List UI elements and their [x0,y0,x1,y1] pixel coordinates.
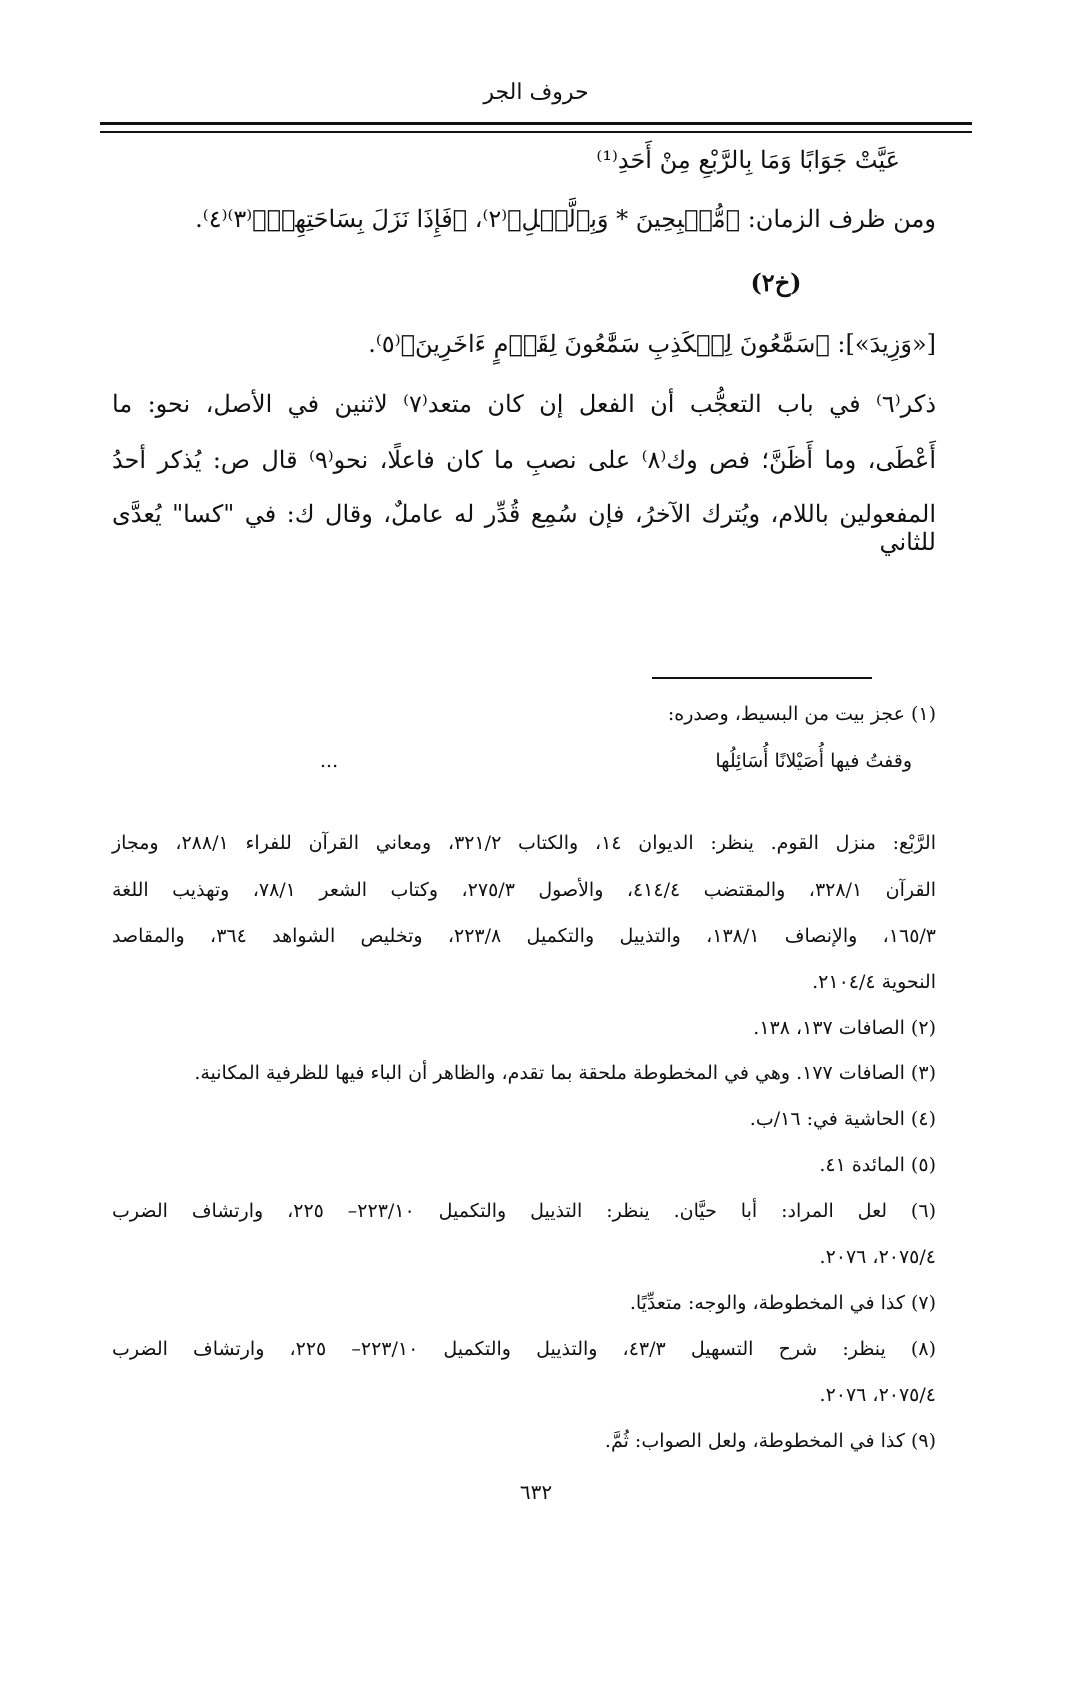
footnote-1-line-3: ١٦٥/٣، والإنصاف ١٣٨/١، والتذييل والتكميل ٢٢٣/٨، وتخليص الشواهد ٣٦٤، والمقاصد [112,925,937,947]
footnote-1-line-2: القرآن ٣٢٨/١، والمقتضب ٤١٤/٤، والأصول ٢٧٥/٣، وكتاب الشعر ٧٨/١، وتهذيب اللغة [112,879,937,901]
verse-line: عَيَّتْ جَوَابًا وَمَا بِالرَّبْعِ مِنْ أَحَدِ⁽¹⁾ [596,146,900,174]
paragraph-line-3: المفعولين باللام، ويُترك الآخرُ، فإن سُمِع قُدِّر له عاملٌ، وقال ك: في "كسا" يُعدَّى للثاني [112,500,936,556]
footnote-7: (٧) كذا في المخطوطة، والوجه: متعدِّيًا. [629,1292,936,1314]
quran-line-zid: [«وَزِيدَ»]: ﴿سَمَّٰعُونَ لِلۡكَذِبِ سَمَّٰعُونَ لِقَوۡمٍ ءَاخَرِينَ﴾⁽٥⁾. [368,330,936,358]
footnote-8-line-2: ٢٠٧٥/٤، ٢٠٧٦. [819,1384,936,1406]
verse-ellipsis: ... [320,750,339,772]
footnote-9: (٩) كذا في المخطوطة، ولعل الصواب: ثُمَّ. [604,1430,936,1452]
paragraph-line-2: أَعْطَى، وما أَظَنَّ؛ فص وك⁽٨⁾ على نصبِ ما كان فاعلًا، نحو⁽٩⁾ قال ص: يُذكر أحدُ [112,446,937,474]
header-rule-thin [100,131,972,133]
running-header: حروف الجر [483,80,589,105]
paragraph-line-1: ذكر⁽٦⁾ في باب التعجُّب أن الفعل إن كان متعد⁽٧⁾ لاثنين في الأصل، نحو: ما [112,390,936,418]
footnote-1-head: (١) عجز بيت من البسيط، وصدره: [667,703,936,725]
footnote-4: (٤) الحاشية في: ١٦/ب. [749,1108,936,1130]
page-number: ٦٣٢ [519,1480,553,1504]
footnote-2: (٢) الصافات ١٣٧، ١٣٨. [753,1017,936,1039]
footnote-1-line-1: الرَّبْع: منزل القوم. ينظر: الديوان ١٤، والكتاب ٣٢١/٢، ومعاني القرآن للفراء ٢٨٨/١، ومجاز [112,832,936,854]
footnote-5: (٥) المائدة ٤١. [819,1154,936,1176]
footnote-1-verse [320,750,912,772]
quran-line-time: ومن ظرف الزمان: ﴿مُّصۡبِحِينَ * وَبِٱلَّيۡلِ﴾⁽٢⁾، ﴿فَإِذَا نَزَلَ بِسَاحَتِهِمۡ﴾⁽٣⁾⁽٤⁾. [195,205,936,233]
footnote-6-line-1: (٦) لعل المراد: أبا حيَّان. ينظر: التذييل والتكميل ٢٢٣/١٠– ٢٢٥، وارتشاف الضرب [112,1200,936,1222]
verse-hemistich: وقفتُ فيها أُصَيْلانًا أُسَائِلُها [715,750,912,772]
header-rule-thick [100,122,972,125]
footnote-separator [652,677,872,679]
footnote-8-line-1: (٨) ينظر: شرح التسهيل ٤٣/٣، والتذييل والتكميل ٢٢٣/١٠– ٢٢٥، وارتشاف الضرب [112,1338,936,1360]
footnote-1-line-4: النحوية ٢١٠٤/٤. [812,971,936,993]
footnote-3: (٣) الصافات ١٧٧. وهي في المخطوطة ملحقة بما تقدم، والظاهر أن الباء فيها للظرفية المكانية. [194,1062,936,1084]
section-heading: (خ٢) [750,268,802,297]
footnote-6-line-2: ٢٠٧٥/٤، ٢٠٧٦. [819,1246,936,1268]
